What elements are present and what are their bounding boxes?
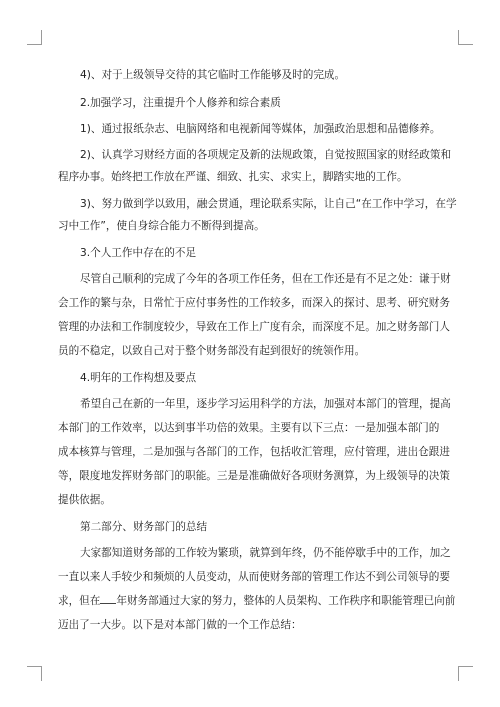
paragraph-line: 程序办事。始终把工作放在严谨、细致、扎实、求实上，脚踏实地的工作。 [58, 171, 408, 183]
section-heading: 第二部分、财务部门的总结 [80, 521, 208, 533]
section-heading: 2.加强学习，注重提升个人修养和综合素质 [80, 97, 281, 109]
paragraph-line: 员的不稳定，以致自己对于整个财务部没有起到很好的统领作用。 [58, 345, 366, 357]
paragraph-line: 成本核算与管理，二是加强与各部门的工作，包括收汇管理，应付管理，进出仓跟进 [58, 446, 450, 458]
paragraph-line: 管理的办法和工作制度较少，导致在工作上广度有余，而深度不足。加之财务部门人 [58, 321, 450, 333]
paragraph-line: 3)、努力做到学以致用，融会贯通，理论联系实际，让自己“在工作中学习，在学 [80, 198, 457, 210]
paragraph-line: 本部门的工作效率，以达到事半功倍的效果。主要有以下三点：一是加强本部门的 [58, 422, 440, 434]
crop-mark-top-left [27, 30, 42, 45]
section-heading: 4.明年的工作构想及要点 [80, 372, 197, 384]
paragraph-line: 1)、通过报纸杂志、电脑网络和电视新闻等媒体，加强政治思想和品德修养。 [80, 123, 441, 135]
crop-mark-bottom-left [27, 666, 42, 681]
paragraph-line: 等，限度地发挥财务部门的职能。三是是准确做好各项财务测算，为上级领导的决策 [58, 470, 450, 482]
paragraph-line: 尽管自己顺利的完成了今年的各项工作任务，但在工作还是有不足之处：谦于财 [80, 273, 451, 285]
paragraph-line: 4)、对于上级领导交待的其它临时工作能够及时的完成。 [80, 69, 346, 81]
paragraph-line: 一直以来人手较少和频烦的人员变动，从而使财务部的管理工作达不到公司领导的要 [58, 571, 450, 583]
paragraph-line: 提供依据。 [58, 494, 111, 506]
crop-mark-top-right [458, 30, 473, 45]
paragraph-line: 2)、认真学习财经方面的各项规定及新的法规政策，自觉按照国家的财经政策和 [80, 149, 452, 161]
paragraph-line: 大家都知道财务部的工作较为繁琐，就算到年终，仍不能停歇手中的工作，加之 [80, 547, 451, 559]
section-heading: 3.个人工作中存在的不足 [80, 247, 197, 259]
paragraph-text: 求，但在 [58, 595, 101, 607]
paragraph-line: 习中工作”，使自身综合能力不断得到提高。 [58, 220, 265, 232]
paragraph-line: 会工作的繁与杂，日常忙于应付事务性的工作较多，而深入的探讨、思考、研究财务 [58, 297, 450, 309]
blank-underline [100, 594, 116, 604]
paragraph-text: 年财务部通过大家的努力，整体的人员架构、工作秩序和职能管理已向前 [116, 595, 456, 607]
paragraph-line [58, 594, 455, 608]
paragraph-line: 迈出了一大步。以下是对本部门做的一个工作总结： [58, 619, 302, 631]
crop-mark-bottom-right [458, 666, 473, 681]
paragraph-line: 希望自己在新的一年里，逐步学习运用科学的方法，加强对本部门的管理，提高 [80, 398, 451, 410]
